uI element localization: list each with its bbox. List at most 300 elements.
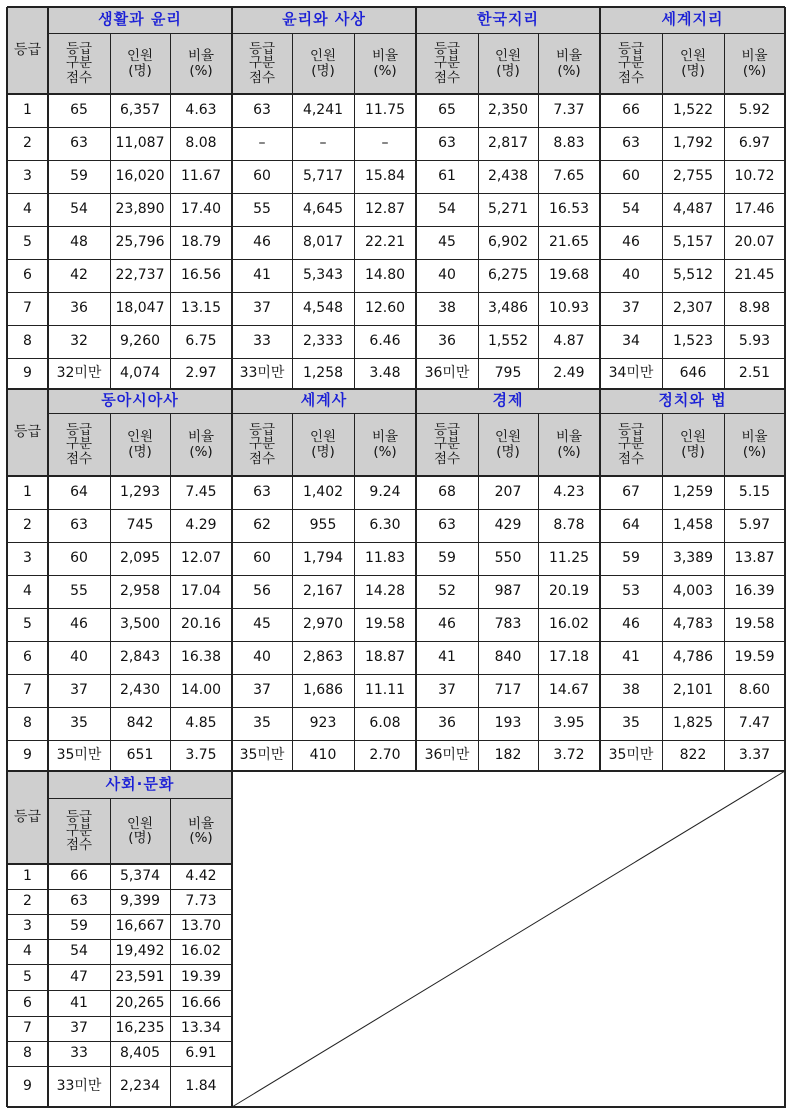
cut-score-cell: 63 [70,135,88,152]
people-cell: 22,737 [115,267,165,284]
cut-score-header-line: 구분 [433,436,461,453]
grade-cell: 9 [23,747,32,764]
cut-score-header-line: 점수 [248,69,276,86]
people-cell: 717 [494,682,522,699]
people-header-line: 인원 [309,429,337,446]
people-header-line: (명) [496,62,520,79]
ratio-header [170,798,232,864]
people-cell: 1,259 [672,484,714,501]
ratio-cell: 13.34 [180,1020,222,1037]
cut-score-cell: 61 [438,168,456,185]
people-cell: 2,095 [119,550,161,567]
ratio-cell: 4.85 [185,715,217,732]
people-cell: 646 [679,365,707,382]
cut-score-cell: 37 [70,1020,88,1037]
cut-score-cell: 37 [622,300,640,317]
grid-line-h [7,674,785,675]
people-cell: 2,970 [302,616,344,633]
cut-score-cell: 64 [622,517,640,534]
cut-score-cell: 46 [622,616,640,633]
cut-score-header [232,33,292,94]
cut-score-cell: 65 [438,102,456,119]
grid-line-h [7,509,785,510]
grid-line-v [110,33,111,389]
people-cell: 6,275 [487,267,529,284]
ratio-cell: 3.72 [553,747,585,764]
people-cell: 23,890 [115,201,165,218]
ratio-cell: 2.51 [738,365,771,382]
grid-line-h [7,889,232,890]
ratio-cell: 12.60 [364,300,406,317]
ratio-cell: 6.97 [738,135,771,152]
grid-line-h [7,6,785,8]
cut-score-cell: 33 [70,1045,88,1062]
people-header-line: (명) [496,443,520,460]
ratio-cell: 5.93 [738,333,771,350]
cut-score-cell: 35 [70,715,88,732]
grid-line-h [7,1041,232,1042]
people-cell: 2,234 [119,1078,161,1095]
cut-score-header-line: 등급 [248,41,276,58]
cut-score-cell: 60 [622,168,640,185]
people-header-line: 인원 [126,48,154,65]
cut-score-cell: 55 [70,583,88,600]
grid-line-h [7,93,785,95]
grid-line-v [110,798,111,1107]
ratio-cell: 16.02 [180,943,222,960]
ratio-cell: 11.83 [364,550,406,567]
grid-line-h [7,990,232,991]
people-cell: 207 [494,484,522,501]
ratio-cell: 4.29 [185,517,217,534]
grid-line-h [7,707,785,708]
grade-cell: 2 [23,135,32,152]
cut-score-header [416,33,478,94]
people-header [662,413,724,476]
ratio-cell: 11.67 [180,168,222,185]
people-header-line: (명) [311,443,335,460]
ratio-cell: 3.95 [553,715,585,732]
ratio-header [538,33,600,94]
cut-score-header-line: 구분 [617,436,645,453]
cut-score-cell: 52 [438,583,456,600]
cut-score-cell: 54 [70,943,88,960]
cut-score-cell: 35미만 [239,747,285,764]
cut-score-header-line: 점수 [65,69,93,86]
grid-line-v [415,389,417,771]
people-header-line: (명) [311,62,335,79]
people-cell: 987 [494,583,522,600]
cut-score-header-line: 구분 [65,822,93,839]
people-cell: 6,357 [119,102,161,119]
people-header-line: 인원 [309,48,337,65]
cut-score-cell: 33미만 [239,365,285,382]
ratio-header-line: 비율 [741,429,768,446]
cut-score-cell: 63 [253,102,271,119]
ratio-cell: 8.83 [553,135,585,152]
people-header-line: 인원 [494,48,522,65]
subject-title: 세계사 [232,389,416,413]
cut-score-header-line: 점수 [433,69,461,86]
people-cell: 3,389 [672,550,714,567]
people-header-line: (명) [681,62,705,79]
ratio-cell: 5.97 [738,517,771,534]
grade-cell: 4 [23,583,32,600]
grid-line-v [6,389,8,771]
cut-score-cell: 41 [253,267,271,284]
cut-score-cell: 41 [622,649,640,666]
cut-score-cell: 40 [70,649,88,666]
people-cell: 16,235 [115,1020,165,1037]
grid-line-h [7,740,785,741]
grade-cell: 6 [23,994,32,1011]
cut-score-cell: 63 [70,893,88,910]
ratio-cell: 5.92 [738,102,771,119]
people-cell: 955 [309,517,337,534]
people-cell: 9,260 [119,333,161,350]
cut-score-cell: 59 [70,918,88,935]
grid-line-h [7,292,785,293]
cut-score-cell: 60 [70,550,88,567]
ratio-header-line: (%) [742,62,767,79]
people-cell: 1,792 [672,135,714,152]
ratio-cell: 20.07 [734,234,775,251]
cut-score-cell: 37 [253,682,271,699]
grid-line-v [170,798,171,1107]
ratio-cell: 16.66 [180,994,222,1011]
cut-score-header-line: 점수 [433,450,461,467]
people-cell: 822 [679,747,707,764]
people-cell: 1,523 [672,333,714,350]
grid-line-v [354,413,355,771]
cut-score-cell: 54 [622,201,640,218]
grid-line-h [7,1066,232,1067]
ratio-cell: 12.07 [180,550,222,567]
ratio-header-line: 비율 [371,48,399,65]
subject-title: 동아시아사 [48,389,232,413]
ratio-cell: 8.78 [553,517,585,534]
cut-score-cell: 46 [438,616,456,633]
ratio-header [538,413,600,476]
ratio-cell: 17.40 [180,201,222,218]
cut-score-header-line: 등급 [617,41,645,58]
grid-line-v [538,33,539,389]
people-cell: 4,783 [672,616,714,633]
ratio-cell: 16.53 [548,201,590,218]
cut-score-cell: 55 [253,201,271,218]
ratio-header-line: (%) [557,62,581,79]
cut-score-cell: 41 [438,649,456,666]
grade-header: 등급 [7,389,48,476]
ratio-cell: 16.02 [548,616,590,633]
ratio-cell: 14.67 [548,682,590,699]
cut-score-cell: 47 [70,968,88,985]
ratio-cell: 3.48 [369,365,401,382]
people-cell: 4,241 [302,102,344,119]
people-header [110,413,170,476]
grid-line-v [47,389,49,771]
people-cell: 745 [126,517,154,534]
cut-score-header-line: 구분 [617,55,645,72]
people-cell: 5,157 [672,234,714,251]
people-cell: 410 [309,747,337,764]
ratio-header [354,413,416,476]
ratio-cell: 14.28 [364,583,406,600]
people-cell: 550 [494,550,522,567]
cut-score-header-line: 구분 [433,55,461,72]
people-cell: 840 [494,649,522,666]
ratio-cell: 6.75 [185,333,217,350]
ratio-cell: 7.45 [185,484,217,501]
ratio-cell: 11.25 [548,550,590,567]
grid-line-h [7,475,785,477]
subject-title: 경제 [416,389,600,413]
grid-line-h [7,1016,232,1017]
ratio-cell: 5.15 [738,484,771,501]
people-cell: 783 [494,616,522,633]
grade-cell: 5 [23,616,32,633]
ratio-cell: 10.72 [734,168,775,185]
grid-line-v [6,771,8,1107]
cut-score-header-line: 구분 [65,55,93,72]
ratio-header-line: 비율 [187,429,215,446]
people-cell: 182 [494,747,522,764]
people-cell: 2,307 [672,300,714,317]
grade-cell: 8 [23,333,32,350]
grid-line-v [784,389,786,771]
people-cell: 3,500 [119,616,161,633]
cut-score-header-line: 등급 [65,422,93,439]
people-cell: 5,717 [302,168,344,185]
ratio-cell: 7.65 [553,168,585,185]
ratio-cell: 12.87 [364,201,406,218]
grade-cell: 7 [23,300,32,317]
cut-score-header-line: 등급 [248,422,276,439]
cut-score-cell: 38 [438,300,456,317]
ratio-header-line: (%) [189,830,213,846]
cut-score-cell: 68 [438,484,456,501]
grade-cell: 6 [23,649,32,666]
cut-score-header [48,798,110,864]
cut-score-cell: 35미만 [608,747,654,764]
grid-line-v [538,413,539,771]
people-header-line: 인원 [126,429,154,446]
grid-line-v [6,7,8,389]
cut-score-cell: 33미만 [56,1078,102,1095]
cut-score-cell: 59 [622,550,640,567]
people-header [478,33,538,94]
people-cell: 11,087 [115,135,165,152]
ratio-cell: 10.93 [548,300,590,317]
ratio-cell: 6.91 [185,1045,217,1062]
cut-score-cell: 40 [253,649,271,666]
people-header [110,33,170,94]
cut-score-cell: 40 [622,267,640,284]
ratio-cell: 9.24 [369,484,401,501]
cut-score-header-line: 등급 [65,808,93,825]
ratio-cell: 22.21 [364,234,406,251]
grid-line-v [478,33,479,389]
ratio-cell: 17.18 [548,649,590,666]
grid-line-h [7,193,785,194]
cut-score-cell: 63 [70,517,88,534]
cut-score-cell: 36미만 [424,747,470,764]
grid-line-v [599,389,601,771]
grade-header: 등급 [7,7,48,94]
people-cell: 5,374 [119,868,161,885]
grid-line-v [292,413,293,771]
grid-line-h [7,863,232,865]
ratio-cell: 13.87 [734,550,775,567]
cut-score-cell: – [258,135,266,152]
people-header-line: (명) [128,443,152,460]
cut-score-cell: 36 [438,715,456,732]
people-cell: 193 [494,715,522,732]
ratio-cell: 6.30 [369,517,401,534]
grid-line-v [110,413,111,771]
cut-score-cell: 66 [622,102,640,119]
cut-score-cell: 54 [70,201,88,218]
cut-score-cell: 63 [438,517,456,534]
grid-line-v [170,413,171,771]
ratio-cell: 1.84 [185,1078,217,1095]
cut-score-cell: 62 [253,517,271,534]
cut-score-header [600,413,662,476]
people-cell: 5,512 [672,267,714,284]
grade-cell: 1 [23,868,32,885]
cut-score-cell: 67 [622,484,640,501]
grid-line-h [48,798,232,799]
ratio-cell: 4.42 [185,868,217,885]
cut-score-cell: 37 [438,682,456,699]
people-cell: 2,350 [487,102,529,119]
grid-line-v [662,413,663,771]
subject-title: 한국지리 [416,7,600,33]
people-cell: 4,074 [119,365,161,382]
grid-line-h [7,939,232,940]
ratio-cell: 21.45 [734,267,775,284]
cut-score-cell: 59 [70,168,88,185]
people-cell: 1,258 [302,365,344,382]
ratio-header-line: 비율 [187,815,215,832]
cut-score-header [48,413,110,476]
subject-title: 정치와 법 [600,389,785,413]
grade-cell: 1 [23,102,32,119]
people-cell: 5,271 [487,201,529,218]
ratio-header-line: (%) [742,443,767,460]
ratio-cell: 15.84 [364,168,406,185]
ratio-cell: 3.37 [738,747,771,764]
ratio-cell: 7.37 [553,102,585,119]
grade-cell: 4 [23,943,32,960]
grade-cell: 3 [23,918,32,935]
cut-score-cell: 36 [438,333,456,350]
cut-score-header-line: 구분 [248,55,276,72]
subject-title: 윤리와 사상 [232,7,416,33]
people-header [292,413,354,476]
cut-score-cell: 60 [253,168,271,185]
cut-score-cell: 65 [70,102,88,119]
cut-score-cell: 46 [622,234,640,251]
grid-line-v [724,33,725,389]
people-cell: – [319,135,327,152]
ratio-cell: 11.75 [364,102,406,119]
ratio-header-line: 비율 [187,48,215,65]
grade-cell: 4 [23,201,32,218]
ratio-cell: 19.58 [364,616,406,633]
people-cell: 2,333 [302,333,344,350]
people-cell: 4,645 [302,201,344,218]
people-cell: 842 [126,715,154,732]
people-cell: 4,786 [672,649,714,666]
ratio-cell: 19.58 [734,616,775,633]
people-cell: 23,591 [115,968,165,985]
people-cell: 9,399 [119,893,161,910]
cut-score-cell: 64 [70,484,88,501]
grid-line-h [7,388,785,390]
grade-cell: 6 [23,267,32,284]
ratio-cell: 19.59 [734,649,775,666]
people-cell: 2,167 [302,583,344,600]
ratio-cell: 21.65 [548,234,590,251]
cut-score-header-line: 점수 [65,450,93,467]
ratio-cell: 14.00 [180,682,222,699]
people-cell: 2,430 [119,682,161,699]
grade-cell: 7 [23,682,32,699]
people-cell: 25,796 [115,234,165,251]
people-header-line: (명) [128,62,152,79]
people-cell: 16,020 [115,168,165,185]
people-cell: 1,458 [672,517,714,534]
ratio-cell: 4.87 [553,333,585,350]
ratio-cell: 6.08 [369,715,401,732]
ratio-cell: 8.08 [185,135,217,152]
ratio-cell: 16.38 [180,649,222,666]
ratio-header [170,33,232,94]
cut-score-header-line: 점수 [65,837,93,854]
cut-score-cell: 63 [438,135,456,152]
cut-score-cell: 36미만 [424,365,470,382]
ratio-cell: 19.68 [548,267,590,284]
grid-line-v [292,33,293,389]
ratio-header-line: 비율 [741,48,768,65]
ratio-cell: 13.70 [180,918,222,935]
people-cell: 429 [494,517,522,534]
ratio-cell: 3.75 [185,747,217,764]
cut-score-cell: 53 [622,583,640,600]
people-cell: 2,101 [672,682,714,699]
ratio-header-line: (%) [557,443,581,460]
ratio-cell: 20.19 [548,583,590,600]
cut-score-cell: 41 [70,994,88,1011]
grade-cell: 5 [23,234,32,251]
ratio-header-line: (%) [373,62,397,79]
ratio-cell: 4.23 [553,484,585,501]
grade-cell: 3 [23,168,32,185]
ratio-cell: 17.04 [180,583,222,600]
ratio-cell: 7.47 [738,715,771,732]
cut-score-cell: 45 [438,234,456,251]
cut-score-header-line: 구분 [65,436,93,453]
cut-score-header [416,413,478,476]
people-cell: 4,003 [672,583,714,600]
cut-score-cell: 42 [70,267,88,284]
people-cell: 1,686 [302,682,344,699]
people-cell: 1,825 [672,715,714,732]
cut-score-cell: 35 [622,715,640,732]
people-cell: 1,794 [302,550,344,567]
grid-line-h [7,608,785,609]
